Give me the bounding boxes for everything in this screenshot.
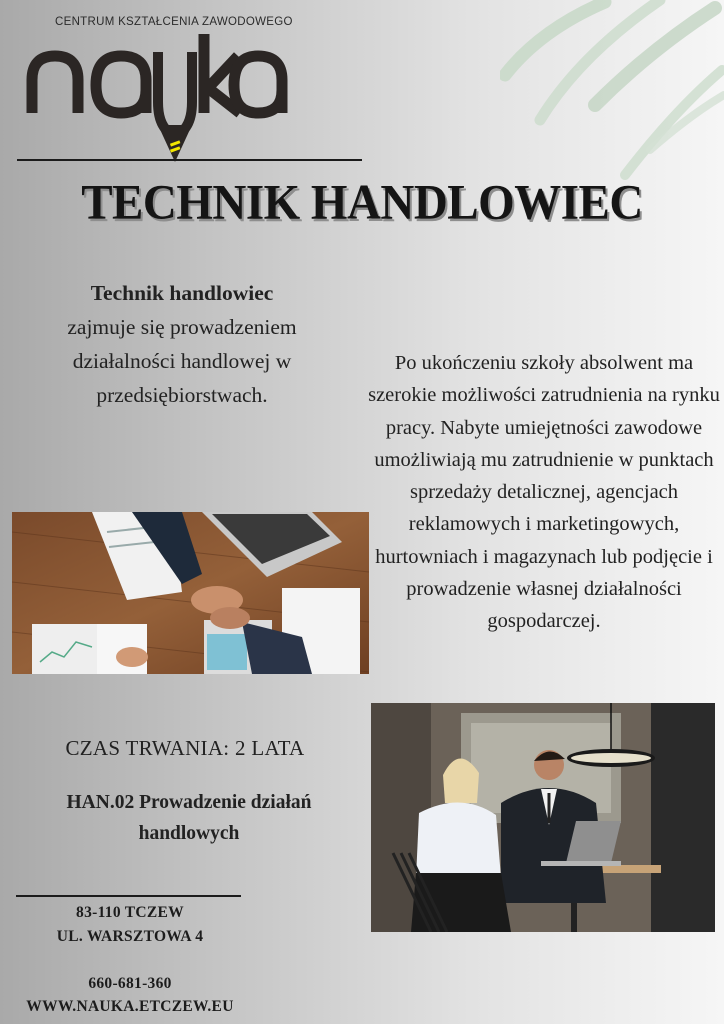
page-title: TECHNIK HANDLOWIEC	[81, 175, 643, 231]
phone-number: 660-681-360	[88, 975, 172, 992]
address-line2: UL. WARSZTOWA 4	[56, 928, 204, 945]
footer-divider	[16, 895, 241, 897]
address-line1: 83-110 TCZEW	[76, 904, 184, 921]
logo-divider	[17, 159, 362, 161]
intro-rest: zajmuje się prowadzeniem działalności handlowej w przedsiębiorstwach.	[67, 315, 297, 407]
career-paragraph: Po ukończeniu szkoły absolwent ma szerokie możliwości zatrudnienia na rynku pracy. Nabyte umiejętności zawodowe umożliwiają mu zatrudnienie w punktach sprzedaży detalicznej, agencjach reklamowych i marketingowych, hurtowniach i magazynach lub podjęcie i prowadzenie własnej działalności gospodarczej.	[368, 352, 720, 633]
intro-bold: Technik handlowiec	[90, 281, 274, 305]
handshake-photo	[12, 512, 369, 674]
business-meeting-photo	[371, 703, 715, 932]
intro-text	[62, 276, 302, 412]
duration-text: CZAS TRWANIA: 2 LATA	[65, 736, 305, 760]
qualification-text: HAN.02 Prowadzenie działań handlowych	[66, 792, 312, 844]
logo-kicker-right: ZAWODOWEGO	[202, 16, 293, 28]
website-link[interactable]: WWW.NAUKA.ETCZEW.EU	[26, 998, 234, 1015]
decorative-brush-strokes	[500, 0, 724, 200]
nauka-logo	[20, 30, 290, 165]
logo-kicker-left: CENTRUM KSZTAŁCENIA	[55, 16, 200, 28]
